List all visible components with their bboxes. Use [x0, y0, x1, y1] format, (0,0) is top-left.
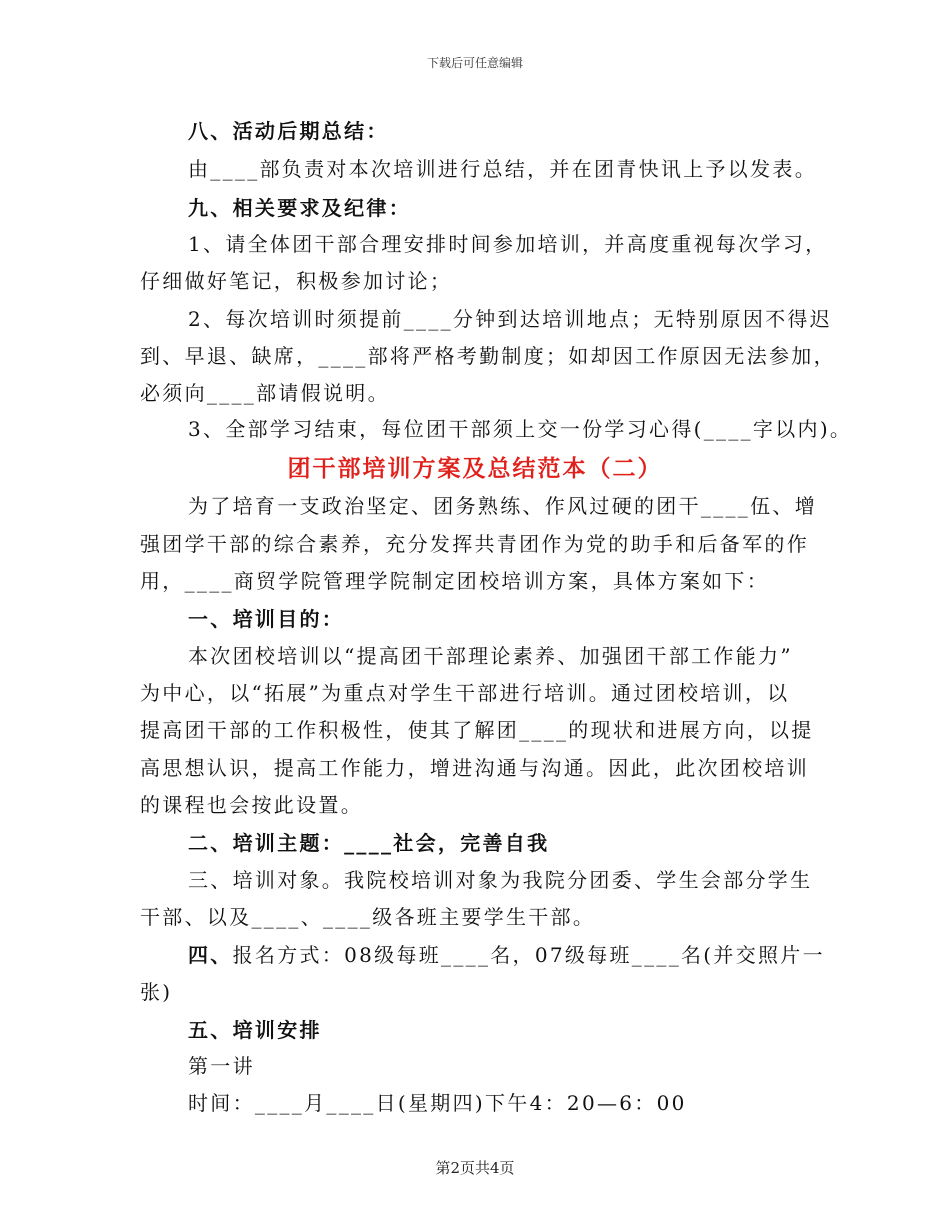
part-1-line-1: 本次团校培训以“提高团干部理论素养、加强团干部工作能力” — [188, 644, 793, 668]
rule-1-line-2: 仔细做好笔记，积极参加讨论； — [140, 269, 453, 293]
part-4-label: 四、 — [188, 943, 233, 967]
part-1-line-4: 高思想认识，提高工作能力，增进沟通与沟通。因此，此次团校培训 — [140, 756, 809, 780]
page-header-note: 下载后可任意编辑 — [426, 56, 523, 70]
rule-2-line-1: 2、每次培训时须提前____分钟到达培训地点；无特别原因不得迟 — [188, 307, 833, 331]
section-8-heading: 八、活动后期总结： — [188, 119, 389, 143]
rule-2-line-2: 到、早退、缺席，____部将严格考勤制度；如却因工作原因无法参加， — [140, 344, 836, 368]
intro-line-3: 用，____商贸学院管理学院制定团校培训方案，具体方案如下： — [140, 569, 769, 593]
part-5-heading: 五、培训安排 — [188, 1018, 322, 1042]
rule-1-line-1: 1、请全体团干部合理安排时间参加培训，并高度重视每次学习， — [188, 232, 828, 256]
part-4-text: 报名方式：08级每班____名，07级每班____名(并交照片一 — [232, 943, 825, 967]
part-1-line-3: 提高团干部的工作积极性，使其了解团____的现状和进展方向，以提 — [140, 718, 814, 742]
part-3-line-1: 三、培训对象。我院校培训对象为我院分团委、学生会部分学生 — [188, 868, 813, 892]
section-title: 团干部培训方案及总结范本（二） — [287, 455, 663, 482]
part-3-line-2: 干部、以及____、____级各班主要学生干部。 — [140, 905, 596, 929]
part-4-line-2: 张) — [140, 980, 173, 1004]
intro-line-1: 为了培育一支政治坚定、团务熟练、作风过硬的团干____伍、增 — [188, 494, 817, 518]
rule-3-line-1: 3、全部学习结束，每位团干部须上交一份学习心得(____字以内)。 — [188, 417, 853, 441]
part-1-line-5: 的课程也会按此设置。 — [140, 793, 363, 817]
section-8-text: 由____部负责对本次培训进行总结，并在团青快讯上予以发表。 — [188, 157, 817, 181]
part-1-heading: 一、培训目的： — [188, 607, 345, 631]
intro-line-2: 强团学干部的综合素养，充分发挥共青团作为党的助手和后备军的作 — [140, 532, 809, 556]
part-2-heading: 二、培训主题：____社会，完善自我 — [188, 831, 550, 855]
section-9-heading: 九、相关要求及纪律： — [188, 196, 411, 220]
part-1-line-2: 为中心，以“拓展”为重点对学生干部进行培训。通过团校培训，以 — [140, 681, 790, 705]
lecture-1-label: 第一讲 — [188, 1054, 255, 1078]
page-number: 第2页共4页 — [435, 1159, 515, 1177]
lecture-1-time: 时间：____月____日(星期四)下午4：20—6：00 — [188, 1091, 687, 1115]
rule-2-line-3: 必须向____部请假说明。 — [140, 381, 390, 405]
part-4-line-1 — [188, 939, 825, 968]
